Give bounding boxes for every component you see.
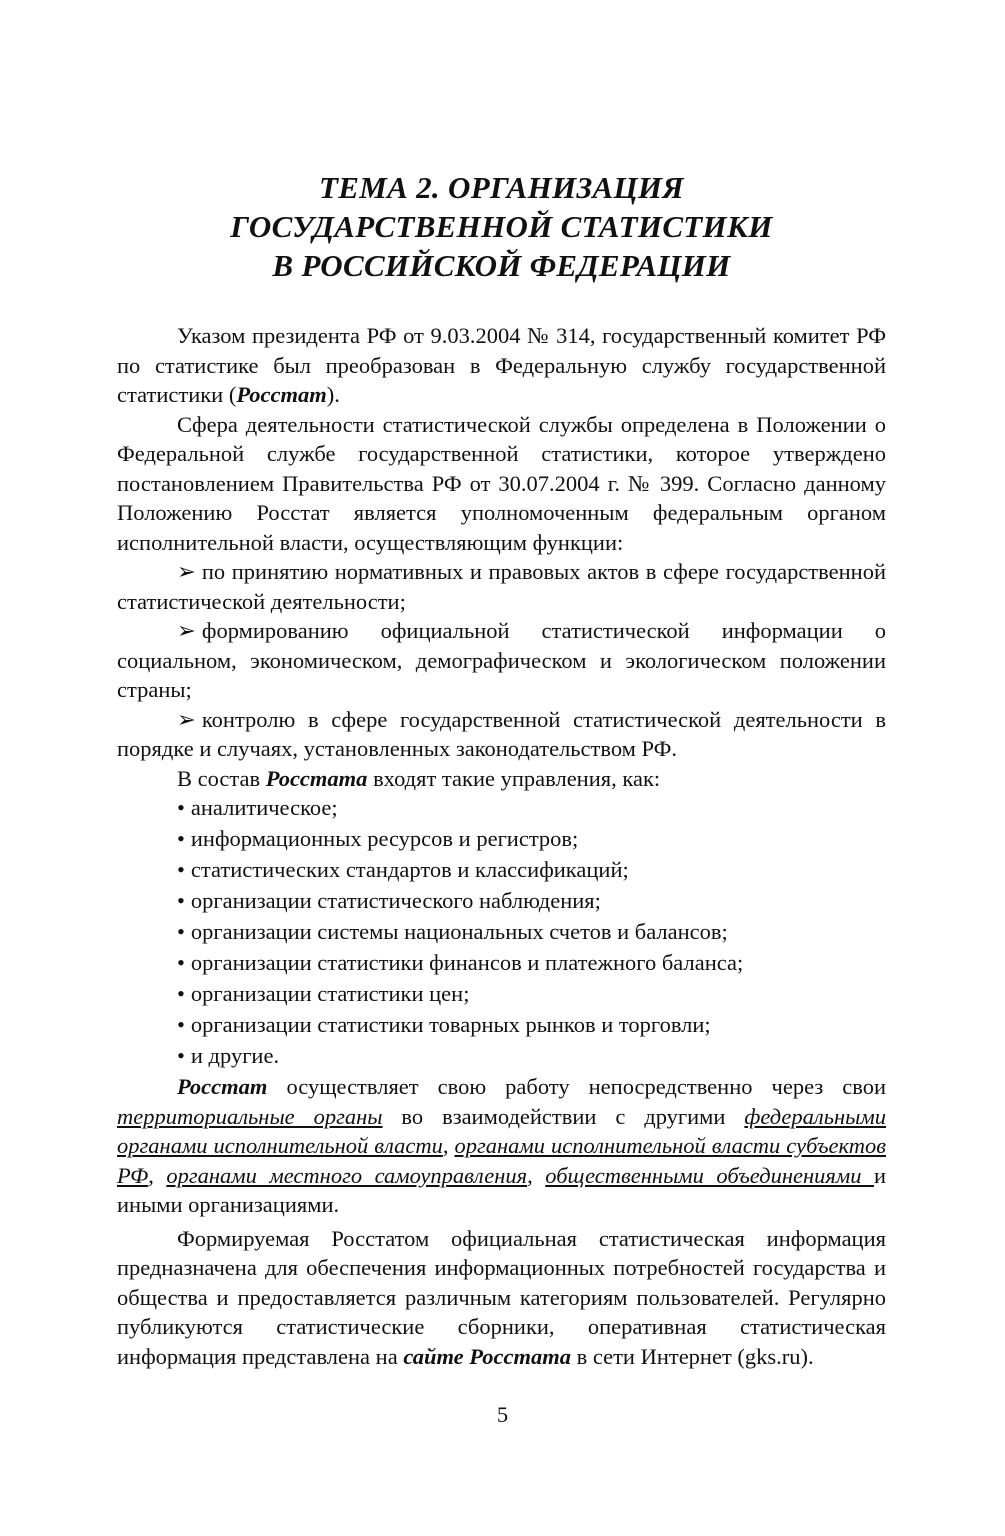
list-item: • организации системы национальных счетов и балансов;	[117, 917, 886, 947]
dot-bullet-icon: •	[177, 950, 185, 975]
list-item: • организации статистики цен;	[117, 979, 886, 1009]
list-item: ➢ контролю в сфере государственной статистической деятельности в порядке и случаях, установленных законодательством РФ.	[117, 706, 886, 761]
term-regional-executive-bodies: органами исполнительной власти субъектов РФ	[117, 1133, 886, 1188]
arrow-bullet-icon: ➢	[177, 618, 196, 643]
paragraph-decree: Указом президента РФ от 9.03.2004 № 314, государственный комитет РФ по статистике был преобразован в Федеральную службу государственной статистики (Росстат).	[117, 323, 886, 407]
term-territorial-bodies: территориальные органы	[117, 1103, 383, 1129]
list-item: • аналитическое;	[117, 793, 886, 823]
list-item: • статистических стандартов и классификаций;	[117, 855, 886, 885]
list-item: • информационных ресурсов и регистров;	[117, 824, 886, 854]
paragraph-information: Формируемая Росстатом официальная статистическая информация предназначена для обеспечения информационных потребностей государства и общества и предоставляется различным категориям пользователей. Регулярно публикуются статистические сборники, оперативная статистическая информация представлена на сайте Росстата в сети Интернет (gks.ru).	[117, 1225, 886, 1369]
page-content	[117, 168, 886, 1371]
chapter-title	[117, 168, 886, 285]
paragraph-scope: Сфера деятельности статистической службы определена в Положении о Федеральной службе государственной статистики, которое утверждено постановлением Правительства РФ от 30.07.2004 г. № 399. Согласно данному Положению Росстат является уполномоченным федеральным органом исполнительной власти, осуществляющим функции:	[117, 411, 886, 555]
paragraph-interaction: Росстат осуществляет свою работу непосредственно через свои территориальные органы во взаимодействии с другими федеральными органами исполнительной власти, органами исполнительной власти субъектов РФ, органами местного самоуправления, общественными объединениями и иными организациями.	[117, 1074, 886, 1217]
departments-list	[117, 793, 886, 1071]
emphasis-rosstat-site: сайте Росстата	[403, 1343, 571, 1369]
emphasis-rosstat: Росстат	[236, 382, 327, 407]
title-line-1: ТЕМА 2. ОРГАНИЗАЦИЯ	[319, 170, 684, 205]
functions-list	[117, 557, 886, 764]
list-item: • организации статистики финансов и платежного баланса;	[117, 948, 886, 978]
list-item: • организации статистики товарных рынков и торговли;	[117, 1010, 886, 1040]
arrow-bullet-icon: ➢	[177, 559, 196, 584]
dot-bullet-icon: •	[177, 919, 185, 944]
emphasis-rosstata: Росстата	[265, 765, 368, 791]
paragraph-structure: В состав Росстата входят такие управления, как:	[177, 765, 661, 791]
arrow-bullet-icon: ➢	[177, 706, 196, 732]
term-local-government: органами местного самоуправления	[166, 1162, 528, 1188]
dot-bullet-icon: •	[177, 1012, 185, 1037]
list-item: ➢ по принятию нормативных и правовых актов в сфере государственной статистической деятельности;	[117, 559, 886, 614]
page-number: 5	[496, 1402, 509, 1427]
dot-bullet-icon: •	[177, 857, 185, 882]
dot-bullet-icon: •	[177, 795, 185, 820]
dot-bullet-icon: •	[177, 981, 185, 1006]
dot-bullet-icon: •	[177, 1043, 185, 1068]
dot-bullet-icon: •	[177, 826, 185, 851]
term-public-associations: общественными объединениями	[545, 1162, 874, 1188]
list-item: ➢ формированию официальной статистической информации о социальном, экономическом, демографическом и экологическом положении страны;	[117, 618, 886, 702]
emphasis-rosstat: Росстат	[177, 1074, 268, 1099]
list-item: • и другие.	[117, 1041, 886, 1071]
title-line-2: ГОСУДАРСТВЕННОЙ СТАТИСТИКИ	[230, 209, 773, 244]
term-federal-executive-bodies: федеральными органами исполнительной власти	[117, 1103, 886, 1158]
dot-bullet-icon: •	[177, 888, 185, 913]
title-line-3: В РОССИЙСКОЙ ФЕДЕРАЦИИ	[272, 248, 731, 283]
list-item: • организации статистического наблюдения;	[117, 886, 886, 916]
